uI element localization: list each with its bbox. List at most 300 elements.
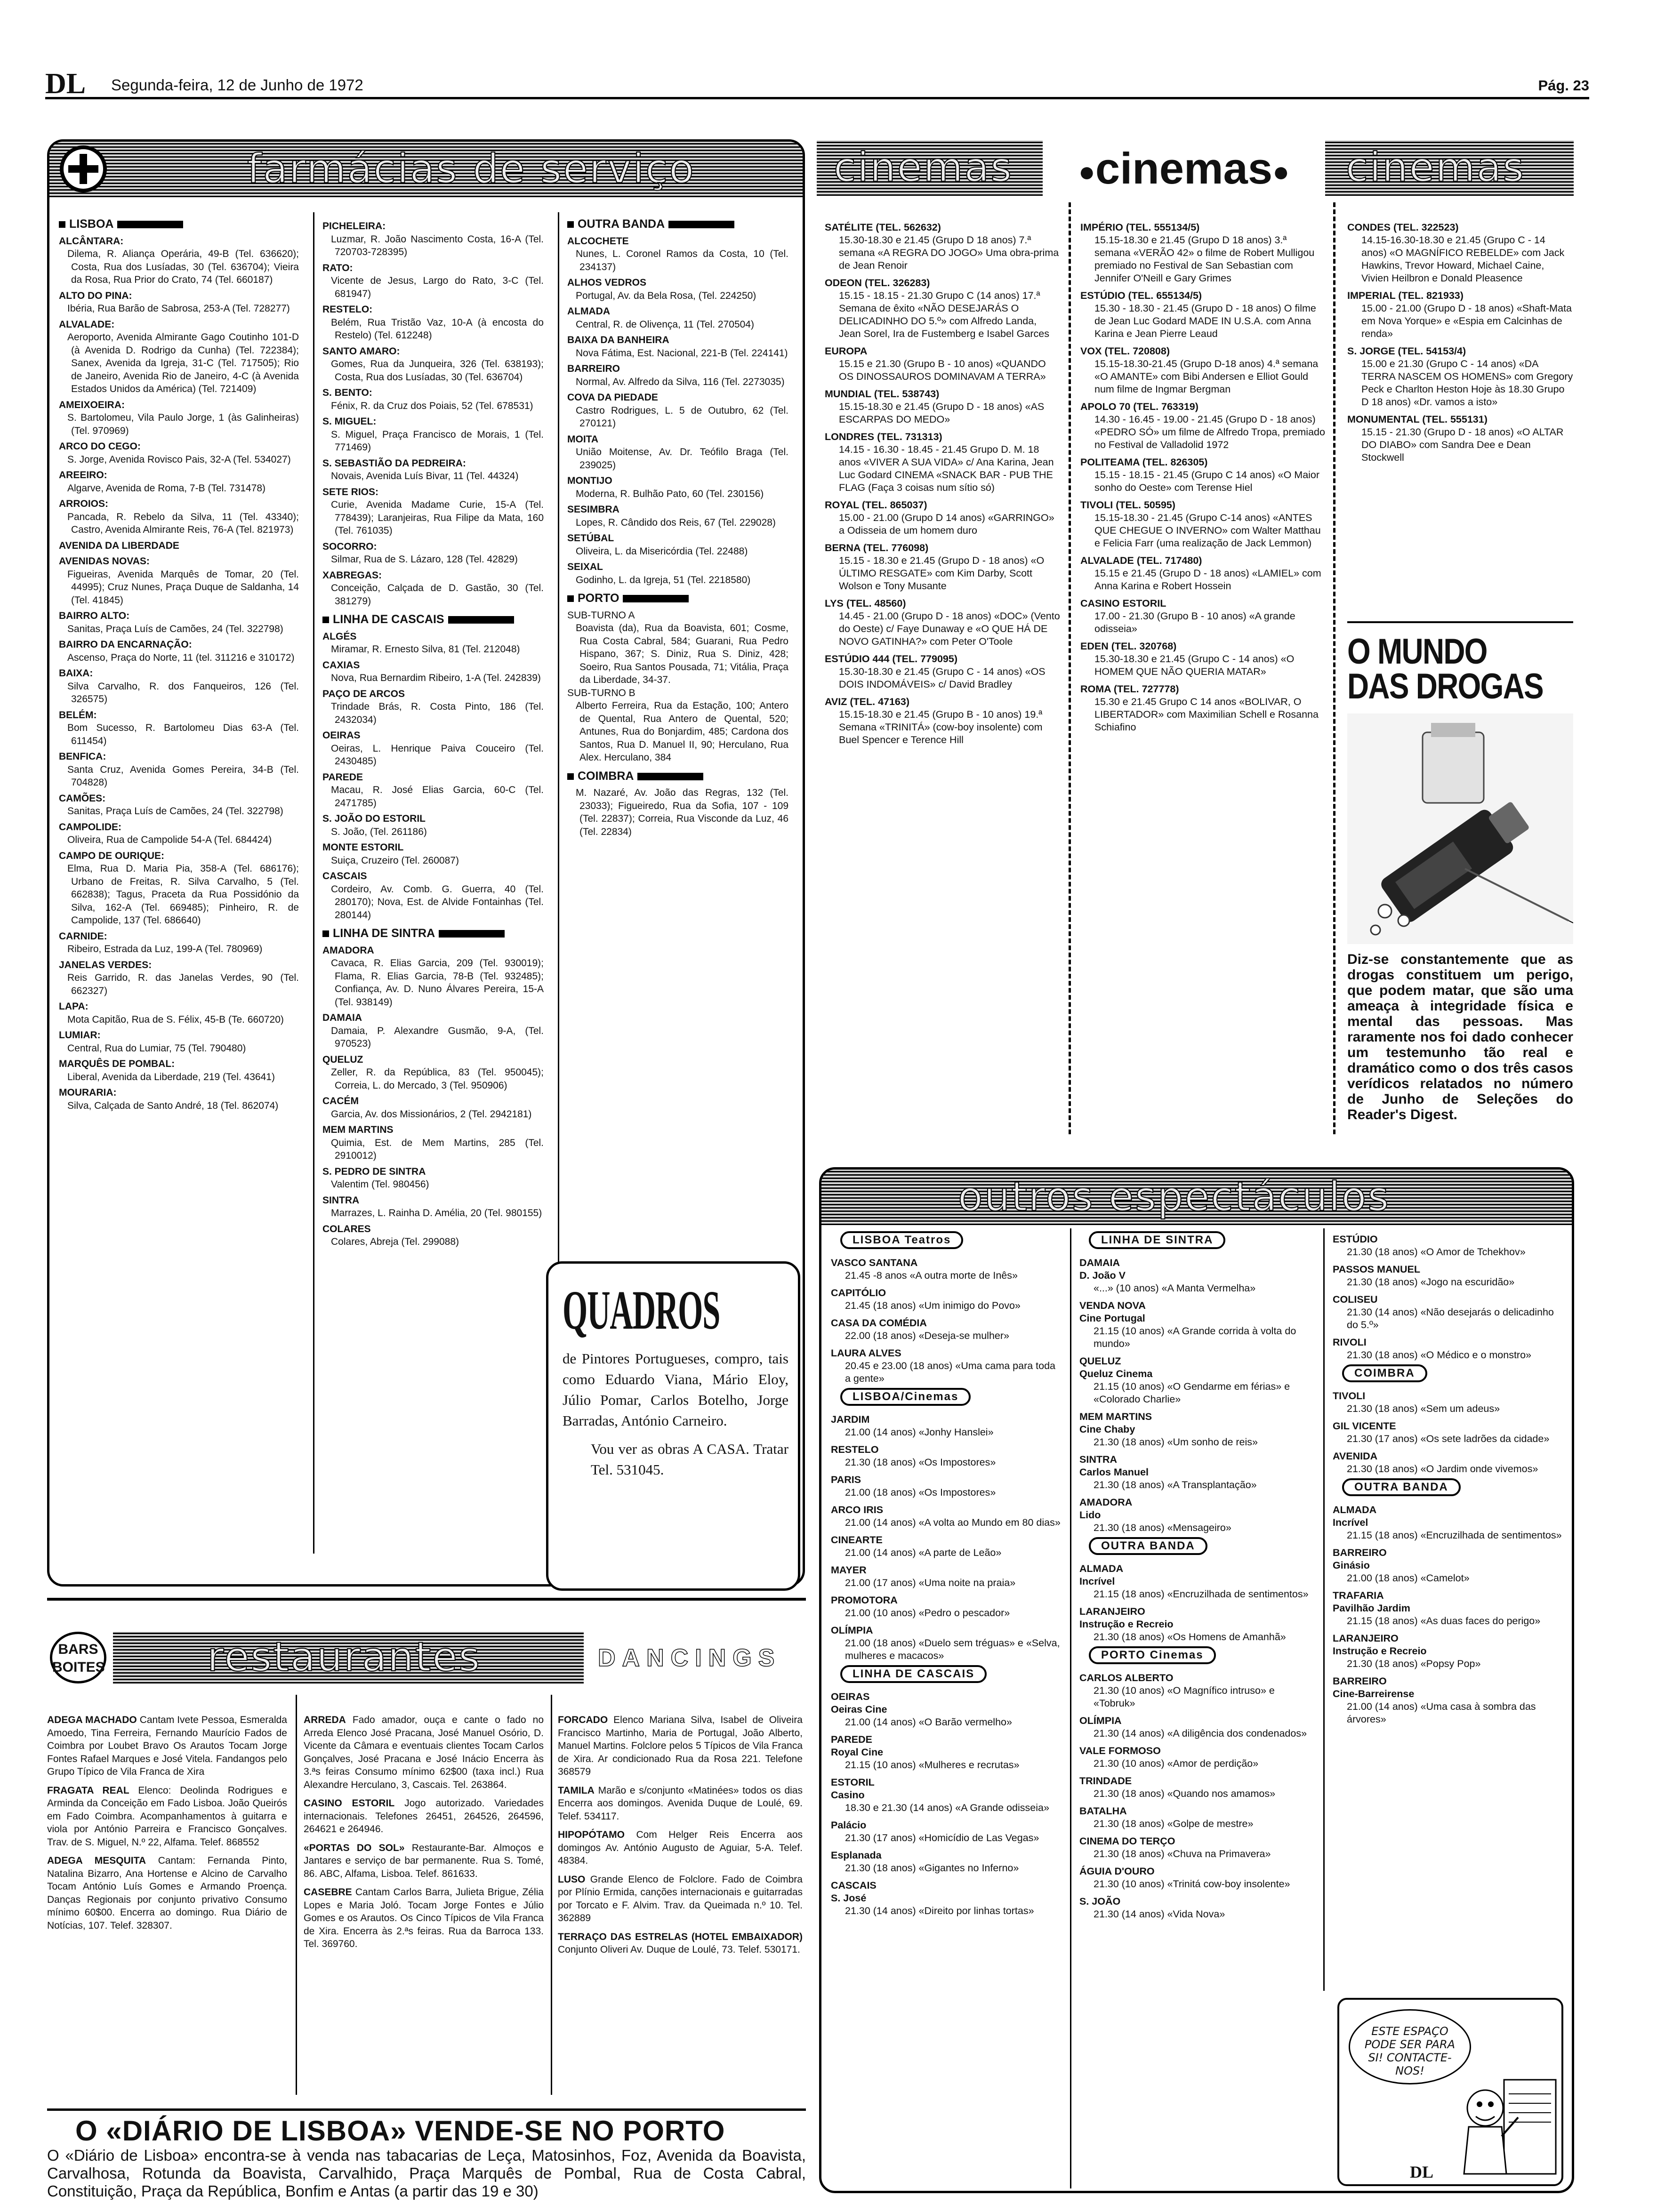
venue-name: LAURA ALVES — [831, 1347, 901, 1359]
venue-listing — [825, 653, 1060, 691]
restaurant-entry — [558, 1714, 803, 1779]
pharmacy-entry: União Moitense, Av. Dr. Teófilo Braga (Tel. 239025) — [576, 447, 788, 471]
section-heading — [567, 770, 788, 783]
restaurant-name: «PORTAS DO SOL» — [304, 1842, 405, 1853]
restaurant-entry — [304, 1797, 544, 1836]
pharmacy-entry: Conceição, Calçada de D. Gastão, 30 (Tel. 381279) — [331, 583, 544, 607]
cinemas-banner — [817, 140, 1574, 196]
venue-details: 21.30 (18 anos) «Os Impostores» — [845, 1457, 996, 1468]
locality-label: MONTE ESTORIL — [322, 842, 404, 853]
pharmacy-entry: Oeiras, L. Henrique Paiva Couceiro (Tel. 2430485) — [331, 743, 544, 767]
locality-label: CAMPO DE OURIQUE: — [59, 850, 165, 861]
venue-name: PARIS — [831, 1474, 861, 1485]
locality-label: MEM MARTINS — [322, 1124, 394, 1135]
page-number: Pág. 23 — [1538, 77, 1589, 94]
locality-label: BAIRRO DA ENCARNAÇÃO: — [59, 639, 192, 650]
restaurant-details: Cantam Carlos Barra, Julieta Brigue, Zélia Lopes e Maria Joló. Tocam Jorge Fontes e Júlio Gomes e os Arautos. Os Cinco Típicos de Vila Franca de Xira. Encerra às 2.ªs feiras. Rua da Barroca 133. Tel. 369760. — [304, 1887, 544, 1949]
venue-details: 15.30 e 21.45 Grupo C 14 anos «BOLIVAR, O LIBERTADOR» com Maximilian Schell e Rosanna Schiafino — [1094, 696, 1319, 733]
drogas-ad — [1347, 621, 1573, 1162]
venue-name: ALMADA — [1079, 1563, 1124, 1574]
venue-name: ARCO IRIS — [831, 1504, 884, 1515]
restaurant-details: Elenco Mariana Silva, Isabel de Oliveira Francisco Martinho, Maria de Portugal, João Alberto, Manuel Martins. Folclore pelos 5 Típicos de Vila Franca de Xira. Ar condicionado Rua da Rosa 221. Telefone 368579 — [558, 1715, 803, 1777]
locality-label: S. SEBASTIÃO DA PEDREIRA: — [322, 457, 466, 469]
locality-label: MARQUÊS DE POMBAL: — [59, 1058, 175, 1069]
venue-listing — [831, 1347, 1062, 1385]
locality-label: OEIRAS — [322, 730, 361, 741]
restaurant-entry — [558, 1873, 803, 1925]
cartoon-bubble: ESTE ESPAÇO PODE SER PARA SI! CONTACTE-NOS! — [1349, 2009, 1471, 2084]
venue-details: 15.00 - 21.00 (Grupo D - 18 anos) «Shaft-Mata em Nova Yorque» e «Espia em Calcinhas de renda» — [1361, 303, 1572, 339]
venue-listing — [825, 597, 1060, 648]
pharmacy-entry: Marrazes, L. Rainha D. Amélia, 20 (Tel. 980155) — [331, 1208, 542, 1218]
venue-listing — [1079, 1299, 1315, 1350]
venue-listing — [1333, 1263, 1563, 1289]
locality-label: RATO: — [322, 262, 353, 273]
subturno-label: SUB-TURNO A — [567, 609, 635, 621]
venue-details: 15.15-18.30-21.45 (Grupo D-18 anos) 4.ª semana «O AMANTE» com Bibi Andersen e Elliot Gould num filme de Ingmar Bergman — [1094, 358, 1319, 395]
pharmacy-entry: Quimia, Est. de Mem Martins, 285 (Tel. 2910012) — [331, 1137, 544, 1161]
locality-label: ALMADA — [567, 306, 610, 317]
locality-label: QUELUZ — [322, 1054, 363, 1065]
quadros-ad — [546, 1261, 800, 1591]
venue-details: 21.30 (18 anos) «O Amor de Tchekhov» — [1347, 1246, 1526, 1258]
quadros-text: de Pintores Portugueses, compro, tais como Eduardo Viana, Mário Eloy, Júlio Pomar, Carlos Botelho, Jorge Barradas, António Carneiro. — [563, 1350, 788, 1429]
bullet-icon: ● — [1078, 156, 1095, 188]
locality-label: PAREDE — [322, 771, 363, 783]
cinemas-title-center: cinemas — [1095, 144, 1273, 193]
category-pill: LISBOA Teatros — [840, 1231, 963, 1249]
locality-label: BAIRRO ALTO: — [59, 610, 130, 621]
pharmacy-entry: Boavista (da), Rua da Boavista, 601; Cosme, Rua Costa Cabral, 584; Guarani, Rua Pedro Hispano, 367; S. Diniz, Rua S. Diniz, 428; Soeiro, Rua Santos Pousada, 71; Vitália, Praça da Liberdade, 34-37. — [576, 623, 788, 685]
venue-name: RESTELO — [831, 1444, 879, 1455]
venue-listing — [1079, 1411, 1315, 1449]
porto-ad-text: O «Diário de Lisboa» encontra-se à venda nas tabacarias de Leça, Matosinhos, Foz, Avenida da Boavista, Carvalhosa, Rotunda da Boavista, Carvalhido, Praça Marquês de Pombal, Rua de Costa Cabral, Constituição, Praça da República, Bonfim e Antas (a partir das 19 e 30) — [47, 2147, 806, 2200]
venue-sub: Incrível — [1079, 1576, 1115, 1587]
cinemas-title-right: cinemas — [1346, 144, 1525, 191]
venue-details: 15.15 e 21.45 (Grupo D - 18 anos) «LAMIEL» com Anna Karina e Robert Hossein — [1094, 568, 1321, 592]
pharmacy-entry: Suiça, Cruzeiro (Tel. 260087) — [331, 855, 459, 866]
pharmacy-entry: Silva Carvalho, R. dos Fanqueiros, 126 (Tel. 326575) — [67, 681, 299, 705]
venue-name: CARLOS ALBERTO — [1079, 1672, 1174, 1683]
venue-name: PASSOS MANUEL — [1333, 1264, 1420, 1275]
restaurant-name: ADEGA MACHADO — [47, 1715, 137, 1725]
venue-details: 14.15 - 16.30 - 18.45 - 21.45 Grupo D. M. 18 anos «VIVER A SUA VIDA» c/ Ana Karina, Jean Luc Godard CINEMA «SNACK BAR - PUB THE FLAG (Faça 3 coisas num sítio só) — [839, 444, 1054, 493]
venue-name: OLÍMPIA — [1079, 1715, 1122, 1726]
pharmacy-entry: Central, Rua do Lumiar, 75 (Tel. 790480) — [67, 1042, 246, 1054]
venue-listing — [1080, 221, 1325, 285]
venue-listing — [1079, 1805, 1315, 1830]
pharmacy-entry: Vicente de Jesus, Largo do Rato, 3-C (Tel. 681947) — [331, 275, 544, 299]
pharmacy-entry: Dilema, R. Aliança Operária, 49-B (Tel. 636620); Costa, Rua dos Lusíadas, 30 (Tel. 636704); Vieira da Rosa, Rua Prior do Crato, 74 (Tel. 660187) — [67, 248, 299, 285]
locality-label: S. MIGUEL: — [322, 416, 377, 427]
venue-listing — [1079, 1775, 1315, 1800]
venue-details: 21.30 (18 anos) «Popsy Pop» — [1347, 1658, 1481, 1669]
venue-listing — [1079, 1672, 1315, 1710]
pharmacy-entry: Sanitas, Praça Luís de Camões, 24 (Tel. 322798) — [67, 806, 283, 817]
pharmacy-entry: Nova, Rua Bernardim Ribeiro, 1-A (Tel. 242839) — [331, 673, 541, 683]
locality-label: S. PEDRO DE SINTRA — [322, 1166, 426, 1177]
category-pill-row — [1333, 1475, 1563, 1499]
locality-label: BAIXA DA BANHEIRA — [567, 335, 669, 345]
restaurant-name: TAMILA — [558, 1785, 595, 1796]
venue-listing — [1080, 683, 1325, 734]
cinemas-col-3 — [1347, 216, 1573, 640]
venue-details: 15.30-18.30 e 21.45 (Grupo D 18 anos) 7.ª semana «A REGRA DO JOGO» Uma obra-prima de Jean Renoir — [839, 234, 1059, 271]
venue-listing — [1333, 1390, 1563, 1415]
outros-box — [819, 1167, 1574, 2193]
column-divider — [558, 212, 559, 1318]
venue-name: ÁGUIA D'OURO — [1079, 1866, 1155, 1877]
locality-label: SINTRA — [322, 1194, 360, 1206]
restaurant-entry — [47, 1854, 287, 1932]
venue-details: 21.30 (18 anos) «Gigantes no Inferno» — [845, 1862, 1019, 1874]
pharmacy-entry: Silmar, Rua de S. Lázaro, 128 (Tel. 42829) — [331, 554, 518, 565]
pharmacy-entry: Central, R. de Olivença, 11 (Tel. 270504) — [576, 319, 754, 330]
venue-details: 21.30 (18 anos) «Chuva na Primavera» — [1094, 1848, 1271, 1859]
column-divider — [1069, 202, 1071, 1134]
drogas-text: Diz-se constantemente que as drogas constituem um perigo, que podem matar, que são uma ameaça à integridade física e mental das pessoas. Mas raramente nos foi dado conhecer um testemunho tão real e dramático como o dos três casos verídicos relatados no número de Junho de Seleções do Reader's Digest. — [1347, 952, 1573, 1122]
pharmacy-entry: Fénix, R. da Cruz dos Poiais, 52 (Tel. 678531) — [331, 400, 533, 411]
venue-sub: Queluz Cinema — [1079, 1368, 1153, 1379]
venue-name: LONDRES (TEL. 731313) — [825, 431, 942, 442]
quadros-contact: Vou ver as obras A CASA. Tratar Tel. 531045. — [591, 1441, 788, 1478]
venue-listing — [831, 1624, 1062, 1662]
venue-details: 21.45 -8 anos «A outra morte de Inês» — [845, 1270, 1018, 1281]
venue-sub: Carlos Manuel — [1079, 1467, 1149, 1478]
venue-listing — [1079, 1865, 1315, 1891]
bars-boites-badge — [50, 1632, 106, 1683]
venue-details: 20.45 e 23.00 (18 anos) «Uma cama para toda a gente» — [845, 1360, 1056, 1384]
section-heading-label: LINHA DE SINTRA — [333, 927, 435, 940]
pharmacy-entry: M. Nazaré, Av. João das Regras, 132 (Tel. 23033); Figueiredo, Rua da Sofia, 107 - 109 (Tel. 22837); Correia, Rua Visconde da Luz, 46 (Tel. 22834) — [576, 787, 788, 837]
square-bullet-icon — [567, 221, 574, 228]
heading-bar — [623, 595, 689, 602]
restaurant-entry — [558, 1931, 803, 1956]
venue-listing — [825, 542, 1060, 593]
venue-details: 21.15 (10 anos) «O Gendarme em férias» e «Colorado Charlie» — [1094, 1381, 1290, 1405]
category-pill-row — [831, 1662, 1062, 1686]
venue-name: BARREIRO — [1333, 1547, 1387, 1558]
section-heading-label: LISBOA — [69, 217, 114, 231]
pharmacy-entry: Macau, R. José Elias Garcia, 60-C (Tel. 2471785) — [331, 785, 544, 809]
venue-listing — [1080, 597, 1325, 635]
venue-listing — [831, 1443, 1062, 1469]
venue-details: 15.15 - 18.30 e 21.45 (Grupo D - 18 anos) «O ÚLTIMO RESGATE» com Kim Darby, Scott Wolson e Tony Musante — [839, 555, 1045, 592]
venue-details: 21.30 (18 anos) «O Médico e o monstro» — [1347, 1349, 1531, 1361]
venue-name: TRINDADE — [1079, 1775, 1132, 1787]
restaurant-name: ADEGA MESQUITA — [47, 1855, 146, 1866]
venue-sub: Pavilhão Jardim — [1333, 1603, 1410, 1614]
farmacias-col-1 — [59, 212, 299, 1577]
square-bullet-icon — [322, 930, 329, 937]
pharmacy-entry: Novais, Avenida Luís Bivar, 11 (Tel. 44324) — [331, 471, 519, 481]
locality-label: ALTO DO PINA: — [59, 290, 132, 301]
category-pill: OUTRA BANDA — [1342, 1478, 1461, 1496]
venue-details: 15.15-18.30 e 21.45 (Grupo D - 18 anos) «AS ESCARPAS DO MEDO» — [839, 401, 1045, 425]
restaurant-details: Fado amador, ouça e cante o fado no Arreda Elenco José Pracana, José Manuel Osório, D. Vicente da Câmara e eventuais clientes Tocam Carlos Gonçalves, José Pracana e José Inácio Encerra às 3.ªs feiras Consumo mínimo 62$00 (taxa incl.) Rua Alexandre Herculano, 3, Cascais. Tel. 263864. — [304, 1715, 544, 1790]
cartoon-figure-icon — [1448, 2075, 1560, 2183]
porto-ad — [47, 2108, 806, 2207]
category-pill: COIMBRA — [1342, 1364, 1427, 1382]
restaurant-details: Restaurante-Bar. Almoços e Jantares e serviço de bar permanente. Rua S. Tomé, 86. ABC, Alfama, Lisboa. Telef. 861633. — [304, 1842, 544, 1879]
pharmacy-entry: Ibéria, Rua Barão de Sabrosa, 253-A (Tel. 728277) — [67, 303, 290, 314]
venue-details: 14.30 - 16.45 - 19.00 - 21.45 (Grupo D - 18 anos) «PEDRO SÓ» um filme de Alfredo Tropa, premiado no Festival de Valladolid 1972 — [1094, 414, 1325, 450]
venue-details: 14.15-16.30-18.30 e 21.45 (Grupo C - 14 anos) «O MAGNÍFICO REBELDE» com Jack Hawkins, Trevor Howard, Michael Caine, Vivien Heilbron e Donald Pleasence — [1361, 234, 1565, 284]
venue-name: EUROPA — [825, 345, 868, 357]
venue-sub: Instrução e Recreio — [1333, 1645, 1427, 1657]
venue-details: 21.30 (14 anos) «A diligência dos condenados» — [1094, 1728, 1307, 1739]
category-pill-row — [1079, 1534, 1315, 1558]
venue-listing — [1333, 1547, 1563, 1585]
locality-label: CACÉM — [322, 1096, 359, 1106]
venue-details: 21.00 (14 anos) «A parte de Leão» — [845, 1547, 1002, 1558]
venue-listing — [1333, 1293, 1563, 1331]
venue-name: LARANJEIRO — [1333, 1633, 1399, 1644]
pharmacy-entry: Mota Capitão, Rua de S. Félix, 45-B (Te. 660720) — [67, 1014, 284, 1025]
venue-name: JARDIM — [831, 1414, 870, 1425]
venue-sub: Instrução e Recreio — [1079, 1619, 1174, 1630]
drugs-photo — [1347, 713, 1573, 944]
venue-listing — [825, 277, 1060, 340]
venue-details: 21.00 (17 anos) «Uma noite na praia» — [845, 1577, 1016, 1588]
section-heading — [322, 927, 544, 940]
quadros-title: QUADROS — [563, 1279, 720, 1341]
pharmacy-entry: Figueiras, Avenida Marquês de Tomar, 20 (Tel. 44995); Cruz Nunes, Praça Duque de Saldanha, 14 (Tel. 41845) — [67, 569, 299, 606]
drugs-illustration — [1347, 713, 1573, 944]
venue-listing — [1333, 1233, 1563, 1258]
locality-label: CARNIDE: — [59, 930, 107, 942]
page-header — [45, 68, 1589, 100]
restaurant-details: Marão e s/conjunto «Matinées» todos os dias Encerra aos domingos. Avenida Duque de Loulé, 69. Telef. 534117. — [558, 1785, 803, 1822]
venue-name: S. JORGE (TEL. 54153/4) — [1347, 345, 1466, 357]
pharmacy-entry: Elma, Rua D. Maria Pia, 358-A (Tel. 686176); Urbano de Freitas, R. Silva Carvalho, 5 (Tel. 662838); Tagus, Praceta da Rua Possidónio da Silva, 162-A (Tel. 669485); Pinheiro, R. de Campolide, 137 (Tel. 686640) — [67, 863, 299, 926]
venue-details: 21.30 (10 anos) «O Magnífico intruso» e «Tobruk» — [1094, 1685, 1275, 1709]
venue-sub: Palácio — [831, 1819, 867, 1831]
newspaper-logo: DL — [45, 68, 86, 100]
venue-name: CINEMA DO TERÇO — [1079, 1835, 1175, 1847]
section-heading — [567, 218, 788, 231]
locality-label: JANELAS VERDES: — [59, 959, 152, 970]
venue-details: 14.45 - 21.00 (Grupo D - 18 anos) «DOC» (Vento do Oeste) c/ Faye Dunaway e «O QUE HÁ DE NOVO GATINHA?» com Peter O'Toole — [839, 610, 1060, 647]
locality-label: SESIMBRA — [567, 504, 619, 515]
pharmacy-entry: Ribeiro, Estrada da Luz, 199-A (Tel. 780969) — [67, 944, 263, 954]
pharmacy-entry: S. Miguel, Praça Francisco de Morais, 1 (Tel. 771469) — [331, 429, 544, 453]
pharmacy-entry: Santa Cruz, Avenida Gomes Pereira, 34-B (Tel. 704828) — [67, 764, 299, 788]
venue-details: 15.30-18.30 e 21.45 (Grupo C - 14 anos) «OS DOIS INDOMÁVEIS» c/ David Bradley — [839, 666, 1046, 690]
pharmacy-entry: Nunes, L. Coronel Ramos da Costa, 10 (Tel. 234137) — [576, 248, 788, 272]
venue-listing — [1333, 1589, 1563, 1627]
dancings-title: DANCINGS — [598, 1644, 781, 1672]
venue-listing — [1079, 1563, 1315, 1601]
pharmacy-entry: S. Jorge, Avenida Rovisco Pais, 32-A (Tel. 534027) — [67, 454, 291, 465]
locality-label: BENFICA: — [59, 751, 106, 762]
category-pill-row — [831, 1228, 1062, 1252]
venue-details: 21.00 (14 anos) «Uma casa à sombra das árvores» — [1347, 1701, 1536, 1725]
pharmacy-entry: S. Bartolomeu, Vila Paulo Jorge, 1 (às Galinheiras) (Tel. 970969) — [67, 412, 299, 436]
venue-name: BATALHA — [1079, 1805, 1127, 1817]
venue-listing — [831, 1594, 1062, 1619]
venue-listing — [831, 1257, 1062, 1282]
venue-details: 21.30 (17 anos) «Homicídio de Las Vegas» — [845, 1832, 1039, 1843]
venue-name: ESTÚDIO 444 (TEL. 779095) — [825, 653, 957, 665]
category-pill-row — [1079, 1228, 1315, 1252]
venue-name: VOX (TEL. 720808) — [1080, 345, 1170, 357]
venue-sub: Oeiras Cine — [831, 1704, 887, 1715]
venue-details: 21.00 (10 anos) «Pedro o pescador» — [845, 1607, 1010, 1619]
locality-label: SOCORRO: — [322, 541, 377, 552]
venue-listing — [831, 1819, 1062, 1844]
heading-bar — [439, 930, 505, 938]
venue-sub: Casino — [831, 1789, 865, 1801]
venue-listing — [1333, 1504, 1563, 1542]
venue-name: ESTORIL — [831, 1777, 875, 1788]
outros-title: outros espectáculos — [958, 1173, 1391, 1220]
venue-listing — [825, 499, 1060, 537]
venue-sub: S. José — [831, 1892, 867, 1904]
venue-listing — [831, 1534, 1062, 1559]
section-heading-label: PORTO — [578, 592, 619, 605]
venue-details: 21.30 (18 anos) «Os Homens de Amanhã» — [1094, 1631, 1286, 1643]
venue-details: 21.15 (10 anos) «A Grande corrida à volta do mundo» — [1094, 1325, 1296, 1349]
venue-name: CASINO ESTORIL — [1080, 598, 1166, 609]
pharmacy-entry: Curie, Avenida Madame Curie, 15-A (Tel. 778439); Laranjeiras, Rua Filipe da Mata, 160 (Tel. 761035) — [331, 499, 544, 536]
venue-details: 21.30 (17 anos) «Os sete ladrões da cidade» — [1347, 1433, 1550, 1444]
pharmacy-entry: Castro Rodrigues, L. 5 de Outubro, 62 (Tel. 270121) — [576, 405, 788, 429]
venue-name: ESTÚDIO — [1333, 1234, 1378, 1245]
venue-name: OEIRAS — [831, 1691, 870, 1702]
section-heading — [59, 218, 299, 231]
venue-details: 21.30 (14 anos) «Não desejarás o delicadinho do 5.º» — [1347, 1306, 1554, 1330]
pharmacy-entry: Cavaca, R. Elias Garcia, 209 (Tel. 930019); Flama, R. Elias Garcia, 78-B (Tel. 932485); Confiança, Av. D. Nuno Álvares Pereira, 15-A (Tel. 938149) — [331, 958, 544, 1008]
restaurant-name: LUSO — [558, 1874, 586, 1885]
restaurant-details: Com Helger Reis Encerra aos domingos Av. António Augusto de Aguiar, 5-A. Telef. 48384. — [558, 1829, 803, 1866]
venue-name: CASA DA COMÉDIA — [831, 1317, 927, 1329]
pharmacy-entry: Ascenso, Praça do Norte, 11 (tel. 311216 e 310172) — [67, 652, 295, 663]
section-heading-label: COIMBRA — [578, 769, 634, 783]
venue-listing — [1079, 1835, 1315, 1860]
venue-details: 21.30 (14 anos) «Direito por linhas tortas» — [845, 1905, 1034, 1916]
venue-details: 21.30 (18 anos) «Golpe de mestre» — [1094, 1818, 1254, 1829]
heading-bar — [448, 616, 514, 624]
restaurant-entry — [304, 1714, 544, 1791]
venue-name: AVIZ (TEL. 47163) — [825, 696, 910, 707]
locality-label: COVA DA PIEDADE — [567, 392, 658, 403]
outros-col-1 — [831, 1228, 1062, 2188]
venue-details: 21.30 (10 anos) «Amor de perdição» — [1094, 1758, 1259, 1769]
venue-name: ALMADA — [1333, 1504, 1377, 1515]
restaurant-details: Grande Elenco de Folclore. Fado de Coimbra por Plínio Ermida, canções internacionais e guitarradas por Torcato e F. Alvim. Trav. da Queimada n.º 10. Tel. 362889 — [558, 1874, 803, 1923]
venue-name: EDEN (TEL. 320768) — [1080, 641, 1177, 652]
column-divider — [551, 1695, 552, 2095]
header-rule — [45, 97, 1589, 99]
venue-details: 15.00 - 21.00 (Grupo D 14 anos) «GARRINGO» a Odisseia de um homem duro — [839, 512, 1054, 536]
pharmacy-entry: Trindade Brás, R. Costa Pinto, 186 (Tel. 2432034) — [331, 701, 544, 725]
pharmacy-entry: Aeroporto, Avenida Almirante Gago Coutinho 101-D (à Avenida D. Rodrigo da Cunha) (Tel. 722384); Sanex, Avenida da Igreja, 31-C (Tel. 717505); Rio de Janeiro, Avenida Rio de Janeiro, 4-C (à Avenida Estados Unidos da América) (Tel. 721409) — [67, 332, 299, 394]
venue-name: SATÉLITE (TEL. 562632) — [825, 222, 941, 233]
venue-sub: Ginásio — [1333, 1560, 1370, 1571]
venue-listing — [1079, 1355, 1315, 1406]
venue-name: CAPITÓLIO — [831, 1287, 886, 1298]
restaurantes-col-3 — [558, 1714, 803, 2095]
locality-label: PAÇO DE ARCOS — [322, 688, 405, 699]
locality-label: DAMAIA — [322, 1012, 362, 1023]
venue-details: 15.30-18.30 e 21.45 (Grupo C - 14 anos) «O HOMEM QUE NÃO QUERIA MATAR» — [1094, 653, 1295, 677]
venue-details: 21.15 (18 anos) «Encruzilhada de sentimentos» — [1347, 1530, 1562, 1541]
venue-name: MUNDIAL (TEL. 538743) — [825, 388, 940, 400]
square-bullet-icon — [567, 595, 574, 602]
cinemas-col-2 — [1080, 216, 1325, 1134]
category-pill: LINHA DE CASCAIS — [840, 1665, 987, 1683]
category-pill: OUTRA BANDA — [1089, 1537, 1207, 1555]
venue-listing — [831, 1317, 1062, 1342]
venue-sub: Lido — [1079, 1509, 1101, 1521]
restaurant-name: HIPOPÓTAMO — [558, 1829, 625, 1840]
locality-label: AREEIRO: — [59, 470, 107, 481]
locality-label: AMADORA — [322, 945, 374, 956]
pharmacy-entry: Bom Sucesso, R. Bartolomeu Dias 63-A (Tel. 611454) — [67, 722, 299, 746]
venue-listing — [1080, 456, 1325, 494]
venue-details: 21.30 (18 anos) «Sem um adeus» — [1347, 1403, 1500, 1414]
farmacias-col-2 — [322, 217, 544, 1582]
venue-name: LYS (TEL. 48560) — [825, 598, 906, 609]
pharmacy-entry: Lopes, R. Cândido dos Reis, 67 (Tel. 229028) — [576, 517, 776, 528]
venue-listing — [831, 1474, 1062, 1499]
subturno-label: SUB-TURNO B — [567, 687, 635, 698]
heading-bar — [117, 221, 183, 228]
locality-label: MONTIJO — [567, 475, 612, 486]
venue-name: POLITEAMA (TEL. 826305) — [1080, 457, 1208, 468]
pharmacy-entry: Godinho, L. da Igreja, 51 (Tel. 2218580) — [576, 574, 751, 585]
locality-label: LUMIAR: — [59, 1030, 101, 1041]
venue-listing — [1333, 1450, 1563, 1475]
pharmacy-entry: Damaia, P. Alexandre Gusmão, 9-A, (Tel. 970523) — [331, 1025, 544, 1049]
locality-label: XABREGAS: — [322, 569, 382, 581]
section-heading — [322, 613, 544, 626]
restaurantes-title: restaurantes — [207, 1634, 482, 1681]
pharmacy-entry: Cordeiro, Av. Comb. G. Guerra, 40 (Tel. 280170); Nova, Est. de Alvide Fontainhas (Tel. 280144) — [331, 883, 544, 921]
locality-label: SETE RIOS: — [322, 486, 379, 497]
venue-details: 15.15-18.30 e 21.45 (Grupo D 18 anos) 3.ª semana «VERÃO 42» o filme de Robert Mulligou premiado no Festival de San Sebastian com Jennifer O'Neill e Gary Grimes — [1094, 234, 1315, 284]
venue-name: S. JOÃO — [1079, 1896, 1121, 1907]
venue-name: MAYER — [831, 1564, 867, 1576]
venue-name: BARREIRO — [1333, 1675, 1387, 1687]
venue-listing — [831, 1733, 1062, 1771]
venue-details: 21.45 (18 anos) «Um inimigo do Povo» — [845, 1300, 1021, 1311]
pharmacy-entry: Nova Fátima, Est. Nacional, 221-B (Tel. 224141) — [576, 347, 788, 359]
locality-label: CAMÕES: — [59, 793, 106, 804]
venue-name: VASCO SANTANA — [831, 1257, 918, 1268]
column-divider — [296, 1695, 297, 2095]
venue-listing — [831, 1287, 1062, 1312]
restaurant-name: FRAGATA REAL — [47, 1785, 129, 1796]
venue-details: «...» (10 anos) «A Manta Vermelha» — [1094, 1282, 1256, 1294]
venue-listing — [831, 1776, 1062, 1814]
venue-details: 15.15 - 18.15 - 21.30 Grupo C (14 anos) 17.ª Semana de êxito «NÃO DESEJARÁS O DELICADINHO DO 5.º» com Alfredo Landa, Jean Sorel, Ira de Fustemberg e Isabel Garces — [839, 290, 1049, 339]
issue-date: Segunda-feira, 12 de Junho de 1972 — [111, 76, 363, 94]
venue-name: ROMA (TEL. 727778) — [1080, 683, 1179, 695]
venue-name: SINTRA — [1079, 1454, 1118, 1465]
section-heading-label: OUTRA BANDA — [578, 217, 665, 231]
venue-sub: D. João V — [1079, 1270, 1126, 1281]
section-heading — [567, 592, 788, 605]
locality-label: BAIXA: — [59, 668, 93, 679]
restaurant-name: FORCADO — [558, 1715, 608, 1725]
venue-sub: Royal Cine — [831, 1747, 884, 1758]
venue-name: LARANJEIRO — [1079, 1606, 1145, 1617]
restaurant-name: TERRAÇO DAS ESTRELAS (HOTEL EMBAIXADOR) — [558, 1931, 803, 1942]
venue-name: IMPÉRIO (TEL. 555134/5) — [1080, 222, 1200, 233]
venue-listing — [1079, 1605, 1315, 1643]
